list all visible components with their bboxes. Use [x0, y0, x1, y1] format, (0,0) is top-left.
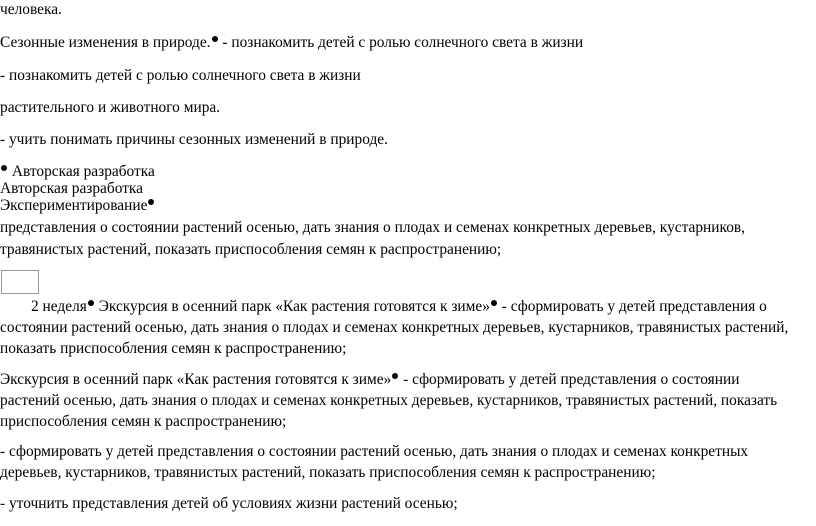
bullet-icon — [148, 199, 154, 205]
bullet-icon — [491, 300, 497, 306]
text-line: травянистых растений, показать приспособления семян к распространению; — [0, 241, 502, 258]
text-line: человека. — [0, 1, 62, 18]
text-line: состоянии растений осенью, дать знания о плодах и семенах конкретных деревьев, кустарников, травянистых растений, — [0, 319, 789, 336]
text-line: - познакомить детей с ролью солнечного света в жизни — [0, 67, 361, 84]
text-line: представления о состоянии растений осенью, дать знания о плодах и семенах конкретных деревьев, кустарников, — [0, 219, 746, 236]
bullet-icon — [392, 373, 398, 379]
bullet-icon — [1, 165, 7, 171]
text-line: Сезонные изменения в природе. - познакомить детей с ролью солнечного света в жизни — [0, 34, 584, 51]
text-line: деревьев, кустарников, травянистых растений, показать приспособления семян к распространению; — [0, 464, 656, 481]
text-line: приспособления семян к распространению; — [0, 413, 287, 430]
text-line: Экскурсия в осенний парк «Как растения готовятся к зиме» - сформировать у детей представления о состоянии — [0, 371, 740, 388]
text-line: растительного и животного мира. — [0, 99, 221, 116]
text-line: - уточнить представления детей об условиях жизни растений осенью; — [0, 495, 458, 512]
text-line: показать приспособления семян к распространению; — [0, 340, 347, 357]
text-line: - учить понимать причины сезонных изменений в природе. — [0, 131, 388, 148]
text-line: растений осенью, дать знания о плодах и семенах конкретных деревьев, кустарников, травянистых растений, показать — [0, 392, 778, 409]
bullet-icon — [88, 300, 94, 306]
empty-image-placeholder — [1, 270, 39, 294]
text-line: Экспериментирование — [0, 196, 155, 215]
text-line: - сформировать у детей представления о состоянии растений осенью, дать знания о плодах и семенах конкретных — [0, 443, 749, 460]
text-line: 2 неделя Экскурсия в осенний парк «Как растения готовятся к зиме» - сформировать у детей представления о — [31, 298, 767, 315]
text-line: Авторская разработка — [0, 180, 144, 197]
text-line: Авторская разработка — [0, 162, 155, 181]
bullet-icon — [212, 36, 218, 42]
